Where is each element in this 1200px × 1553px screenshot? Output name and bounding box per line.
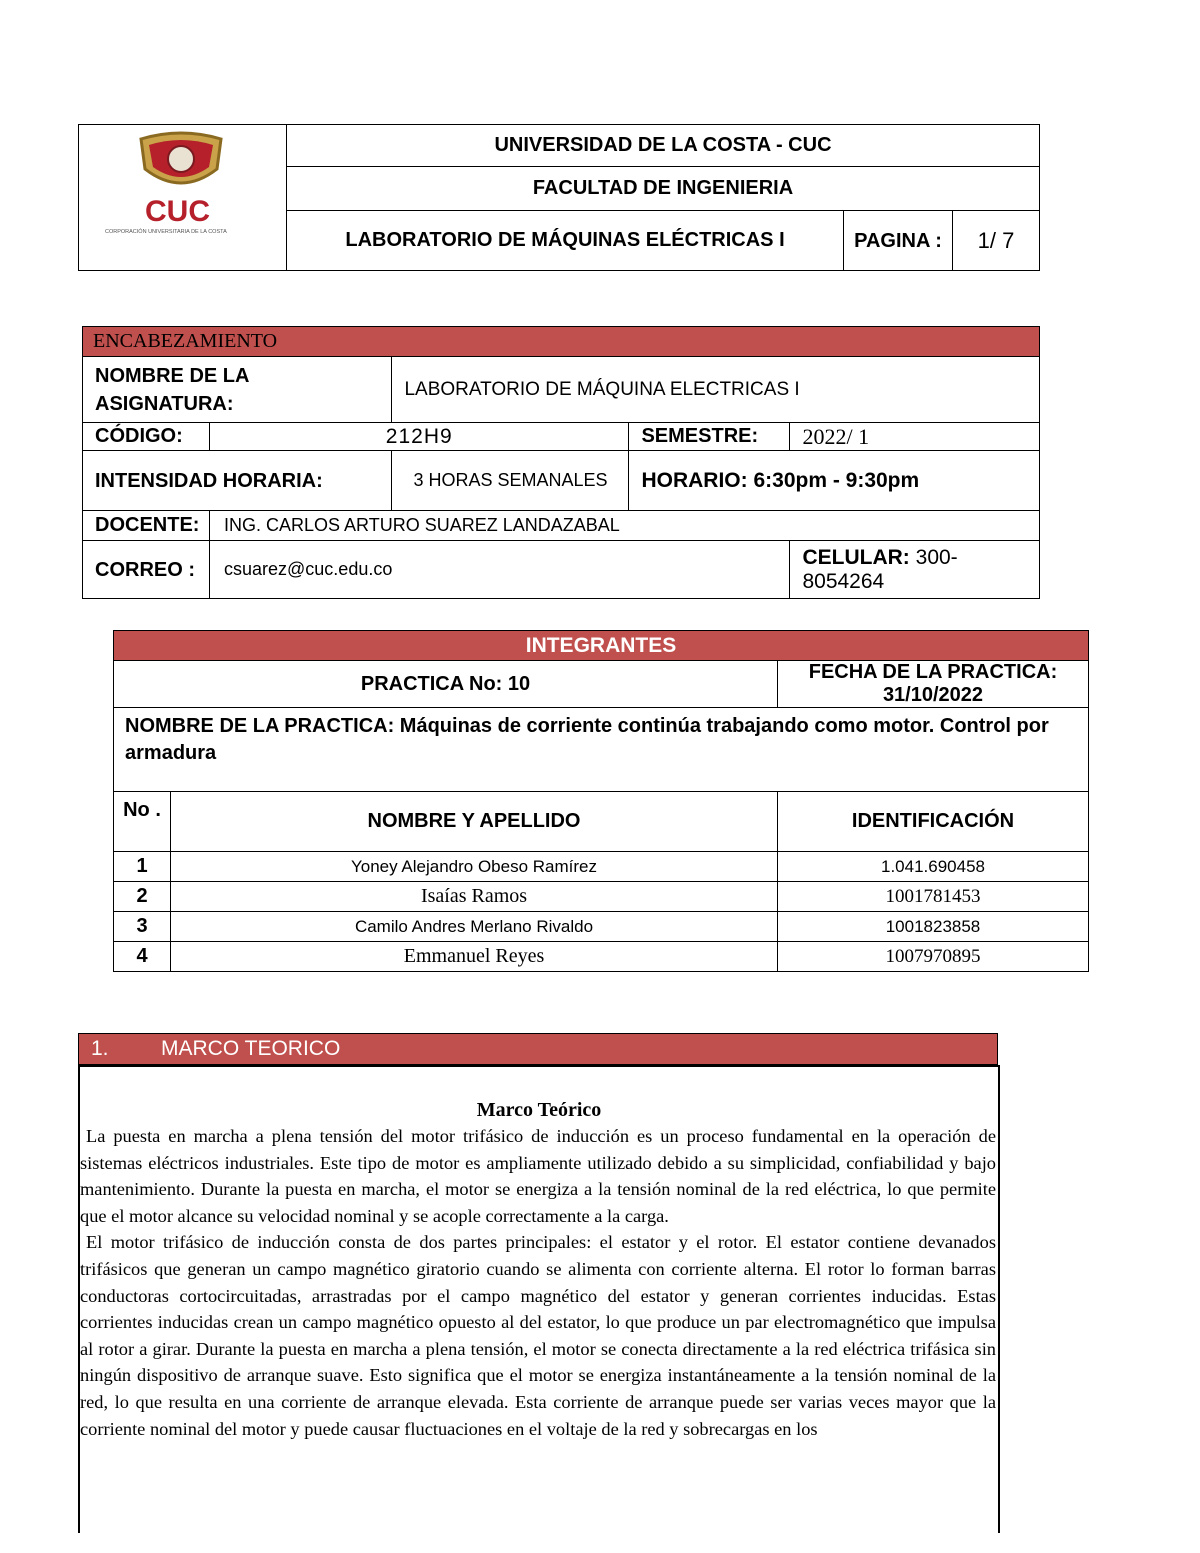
asignatura-label: NOMBRE DE LA ASIGNATURA: xyxy=(83,357,392,423)
integrantes-title: INTEGRANTES xyxy=(114,631,1089,661)
semestre-value: 2022/ 1 xyxy=(790,423,1040,451)
row-id: 1007970895 xyxy=(778,942,1089,972)
marco-heading: Marco Teórico xyxy=(476,1099,602,1121)
table-row xyxy=(114,852,1089,882)
correo-value: csuarez@cuc.edu.co xyxy=(210,541,790,599)
correo-label: CORREO : xyxy=(83,541,210,599)
encabezamiento-title: ENCABEZAMIENTO xyxy=(83,327,1040,357)
row-name: Emmanuel Reyes xyxy=(171,942,778,972)
intensidad-label: INTENSIDAD HORARIA: xyxy=(83,451,392,511)
paragraph: El motor trifásico de inducción consta de dos partes principales: el estator y el rotor. El estator contiene devanados trifásicos que generan un campo magnético giratorio cuando se alimenta con corriente alterna. El rotor lo forman barras conductoras cortocircuitadas, arrastradas por el campo magnético del estator y generan corrientes inducidas. Estas corrientes inducidas crean un campo magnético opuesto al del estator, lo que produce un par electromagnético que impulsa al rotor a girar. Durante la puesta en marcha a plena tensión, el motor se conecta directamente a la red eléctrica trifásica sin ningún dispositivo de arranque suave. Esto significa que el motor se energiza instantáneamente a la tensión nominal de la red, lo que resulta en una corriente de arranque elevada. Esta corriente de arranque puede ser varias veces mayor que la corriente nominal del motor y puede causar fluctuaciones en el voltaje de la red y sobrecargas en los xyxy=(80,1232,996,1439)
document-header xyxy=(78,124,1040,271)
section-number: 1. xyxy=(91,1037,109,1060)
row-id: 1.041.690458 xyxy=(778,852,1089,882)
horario: HORARIO: 6:30pm - 9:30pm xyxy=(629,451,1040,511)
paragraph: La puesta en marcha a plena tensión del motor trifásico de inducción es un proceso fundamental en la operación de sistemas eléctricos industriales. Este tipo de motor es ampliamente utilizado debido a su simplicidad, confiabilidad y bajo mantenimiento. Durante la puesta en marcha, el motor se energiza a la tensión nominal de la red eléctrica, lo que permite que el motor alcance su velocidad nominal y se acople correctamente a la carga. xyxy=(80,1126,996,1226)
asignatura-value: LABORATORIO DE MÁQUINA ELECTRICAS I xyxy=(392,357,1040,423)
row-name: Yoney Alejandro Obeso Ramírez xyxy=(171,852,778,882)
row-name: Camilo Andres Merlano Rivaldo xyxy=(171,912,778,942)
encabezamiento-table xyxy=(82,326,1040,599)
codigo-label: CÓDIGO: xyxy=(83,423,210,451)
col-header-id: IDENTIFICACIÓN xyxy=(778,792,1089,852)
row-name: Isaías Ramos xyxy=(171,882,778,912)
faculty-title: FACULTAD DE INGENIERIA xyxy=(287,167,1040,211)
page-label: PAGINA : xyxy=(844,211,953,271)
table-row xyxy=(114,912,1089,942)
marco-content xyxy=(78,1065,1000,1533)
row-no: 4 xyxy=(114,942,171,972)
intensidad-value: 3 HORAS SEMANALES xyxy=(392,451,629,511)
page-value: 1/ 7 xyxy=(953,211,1040,271)
practica-name: NOMBRE DE LA PRACTICA: Máquinas de corriente continúa trabajando como motor. Control por armadura xyxy=(114,708,1089,792)
table-row xyxy=(114,942,1089,972)
row-no: 1 xyxy=(114,852,171,882)
row-no: 2 xyxy=(114,882,171,912)
logo-cell xyxy=(79,125,287,271)
docente-label: DOCENTE: xyxy=(83,511,210,541)
col-header-no: No . xyxy=(114,792,171,852)
celular-label: CELULAR: xyxy=(802,545,910,569)
row-no: 3 xyxy=(114,912,171,942)
table-row xyxy=(114,882,1089,912)
col-header-name: NOMBRE Y APELLIDO xyxy=(171,792,778,852)
celular-cell xyxy=(790,541,1040,599)
lab-title: LABORATORIO DE MÁQUINAS ELÉCTRICAS I xyxy=(287,211,844,271)
section-header-marco xyxy=(78,1033,998,1065)
codigo-value: 212H9 xyxy=(210,423,629,451)
semestre-label: SEMESTRE: xyxy=(629,423,790,451)
row-id: 1001823858 xyxy=(778,912,1089,942)
svg-text:CORPORACIÓN UNIVERSITARIA DE L: CORPORACIÓN UNIVERSITARIA DE LA COSTA xyxy=(105,229,227,235)
svg-text:CUC: CUC xyxy=(145,195,210,228)
section-title: MARCO TEORICO xyxy=(161,1037,341,1060)
practica-number: PRACTICA No: 10 xyxy=(114,661,778,708)
cuc-logo xyxy=(101,129,261,239)
docente-value: ING. CARLOS ARTURO SUAREZ LANDAZABAL xyxy=(210,511,1040,541)
integrantes-table xyxy=(113,630,1089,972)
row-id: 1001781453 xyxy=(778,882,1089,912)
university-title: UNIVERSIDAD DE LA COSTA - CUC xyxy=(287,125,1040,167)
celular-value: 300-8054264 xyxy=(802,545,958,593)
marco-body xyxy=(80,1123,996,1442)
practica-date: FECHA DE LA PRACTICA: 31/10/2022 xyxy=(778,661,1089,708)
